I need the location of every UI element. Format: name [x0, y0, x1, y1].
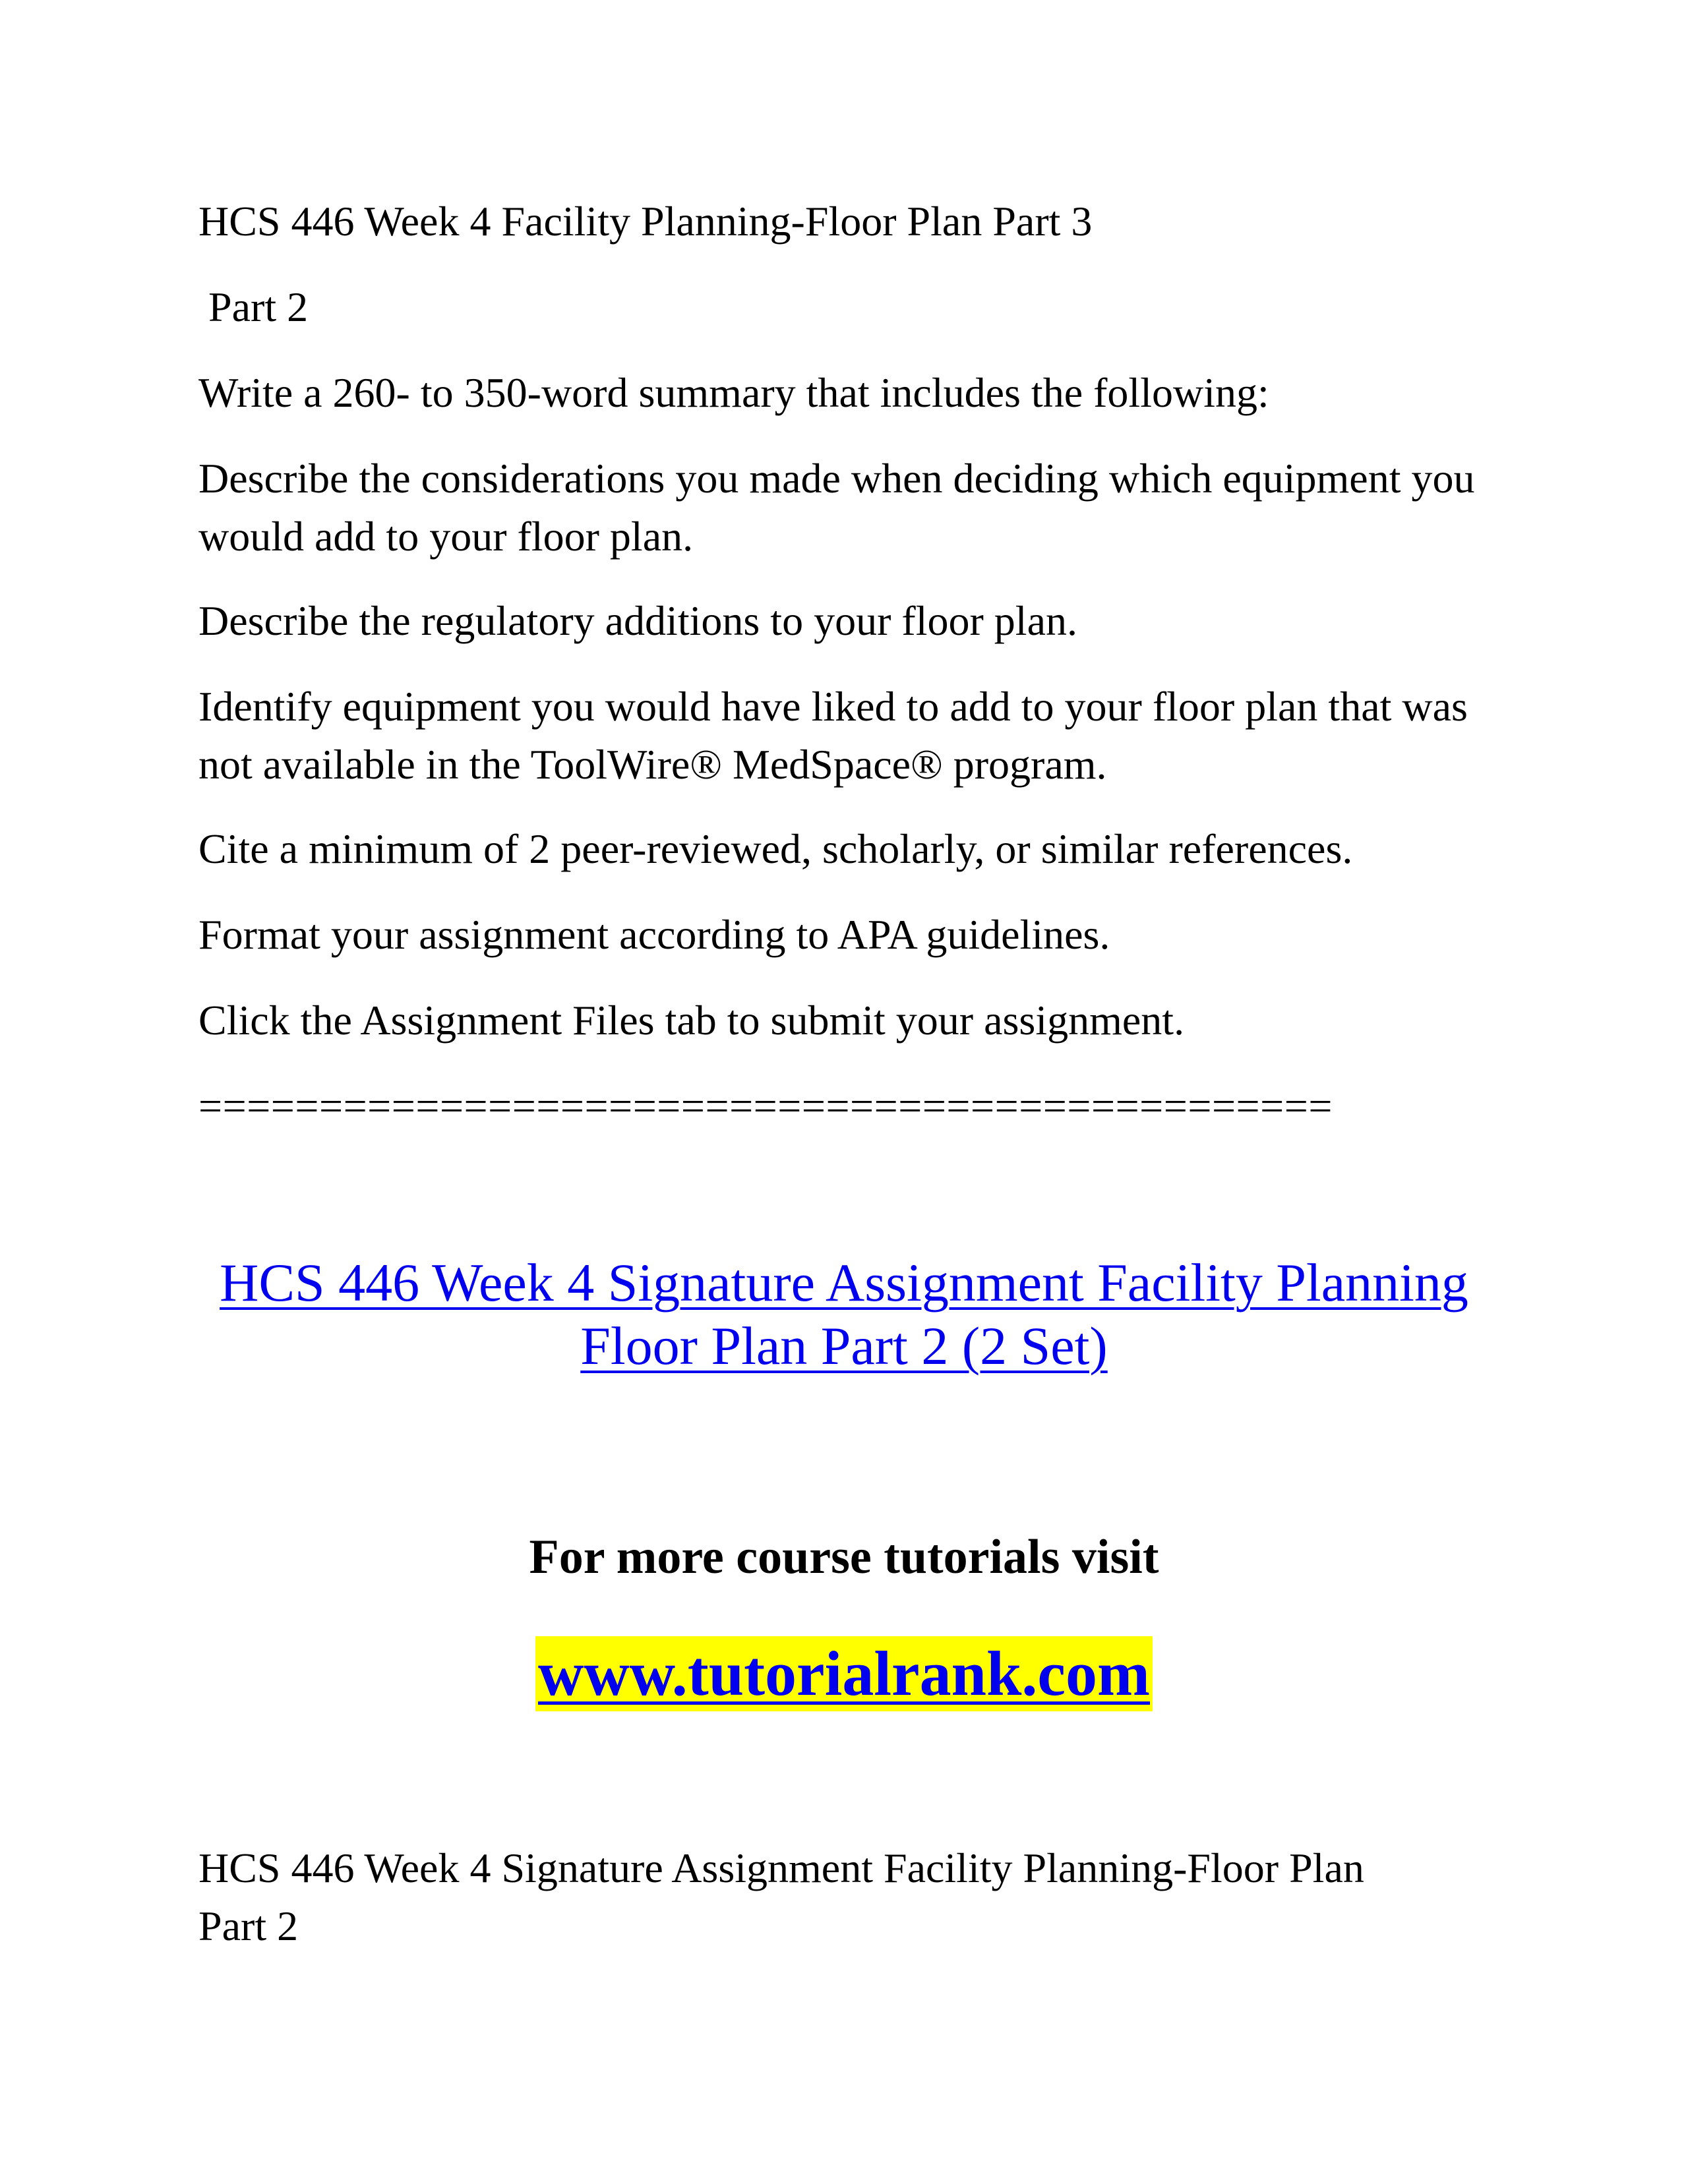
requirement-considerations: Describe the considerations you made when deciding which equipment you would add to your floor plan.: [198, 455, 1486, 560]
url-container: [171, 1636, 1517, 1711]
footer-title-line1: HCS 446 Week 4 Signature Assignment Facility Planning-Floor Plan: [198, 1845, 1364, 1891]
website-link[interactable]: www.tutorialrank.com: [535, 1636, 1153, 1711]
footer-title-line2: Part 2: [198, 1903, 299, 1949]
assignment-link[interactable]: [171, 1251, 1517, 1378]
visit-text: For more course tutorials visit: [529, 1530, 1159, 1584]
requirement-format: Format your assignment according to APA guidelines.: [198, 911, 1110, 958]
separator-line: ===============================================: [198, 1082, 1333, 1129]
assignment-link-line2[interactable]: Floor Plan Part 2 (2 Set): [580, 1316, 1108, 1376]
document-subtitle: Part 2: [208, 283, 309, 330]
intro-text: Write a 260- to 350-word summary that includes the following:: [198, 369, 1269, 416]
requirement-regulatory: Describe the regulatory additions to your floor plan.: [198, 597, 1077, 644]
requirement-references: Cite a minimum of 2 peer-reviewed, scholarly, or similar references.: [198, 825, 1353, 872]
requirement-submit: Click the Assignment Files tab to submit your assignment.: [198, 997, 1185, 1044]
requirement-equipment: Identify equipment you would have liked to add to your floor plan that was not available in the ToolWire® MedSpace® program.: [198, 683, 1478, 788]
document-title: HCS 446 Week 4 Facility Planning-Floor Plan Part 3: [198, 198, 1093, 245]
assignment-link-line1[interactable]: HCS 446 Week 4 Signature Assignment Facility Planning: [220, 1253, 1468, 1313]
